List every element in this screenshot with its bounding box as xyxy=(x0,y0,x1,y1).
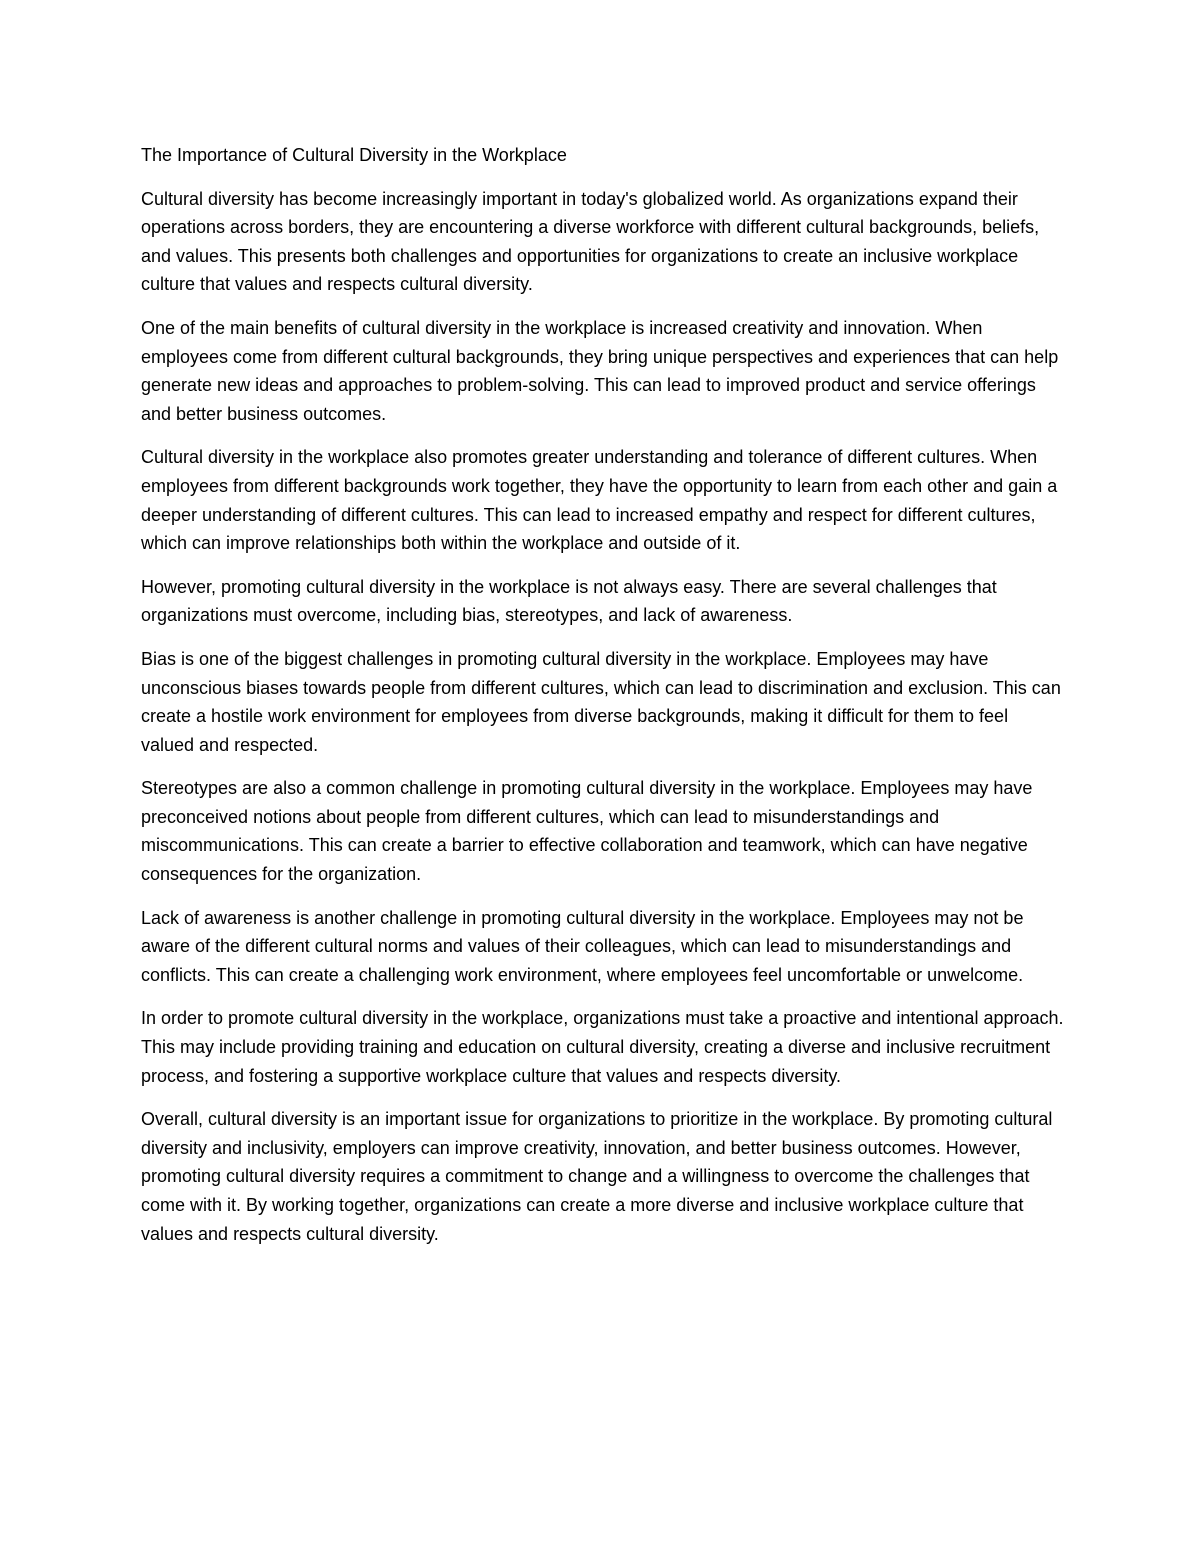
paragraph-stereotypes: Stereotypes are also a common challenge in promoting cultural diversity in the workplace. Employees may have preconceived notions about people from different cultures, which can lead to misunderstandings and miscommunications. This can create a barrier to effective collaboration and teamwork, which can have negative consequences for the organization. xyxy=(141,778,1033,885)
document-title: The Importance of Cultural Diversity in the Workplace xyxy=(141,145,567,165)
paragraph-creativity: One of the main benefits of cultural diversity in the workplace is increased creativity and innovation. When employees come from different cultural backgrounds, they bring unique perspectives and experiences that can help generate new ideas and approaches to problem-solving. This can lead to improved product and service offerings and better business outcomes. xyxy=(141,317,1059,424)
paragraph-approach: In order to promote cultural diversity in the workplace, organizations must take a proactive and intentional approach. This may include providing training and education on cultural diversity, creating a diverse and inclusive recruitment process, and fostering a supportive workplace culture that values and respects diversity. xyxy=(141,1008,1064,1086)
document-body xyxy=(141,141,1066,1263)
paragraph-intro: Cultural diversity has become increasingly important in today's globalized world. As organizations expand their operations across borders, they are encountering a diverse workforce with different cultural backgrounds, beliefs, and values. This presents both challenges and opportunities for organizations to create an inclusive workplace culture that values and respects cultural diversity. xyxy=(141,188,1040,295)
paragraph-conclusion: Overall, cultural diversity is an important issue for organizations to prioritize in the workplace. By promoting cultural diversity and inclusivity, employers can improve creativity, innovation, and better business outcomes. However, promoting cultural diversity requires a commitment to change and a willingness to overcome the challenges that come with it. By working together, organizations can create a more diverse and inclusive workplace culture that values and respects cultural diversity. xyxy=(141,1109,1053,1244)
paragraph-challenges: However, promoting cultural diversity in the workplace is not always easy. There are several challenges that organizations must overcome, including bias, stereotypes, and lack of awareness. xyxy=(141,576,997,626)
paragraph-understanding: Cultural diversity in the workplace also promotes greater understanding and tolerance of different cultures. When employees from different backgrounds work together, they have the opportunity to learn from each other and gain a deeper understanding of different cultures. This can lead to increased empathy and respect for different cultures, which can improve relationships both within the workplace and outside of it. xyxy=(141,447,1058,554)
paragraph-awareness: Lack of awareness is another challenge in promoting cultural diversity in the workplace. Employees may not be aware of the different cultural norms and values of their colleagues, which can lead to misunderstandings and conflicts. This can create a challenging work environment, where employees feel uncomfortable or unwelcome. xyxy=(141,907,1024,985)
paragraph-bias: Bias is one of the biggest challenges in promoting cultural diversity in the workplace. Employees may have unconscious biases towards people from different cultures, which can lead to discrimination and exclusion. This can create a hostile work environment for employees from diverse backgrounds, making it difficult for them to feel valued and respected. xyxy=(141,648,1061,755)
